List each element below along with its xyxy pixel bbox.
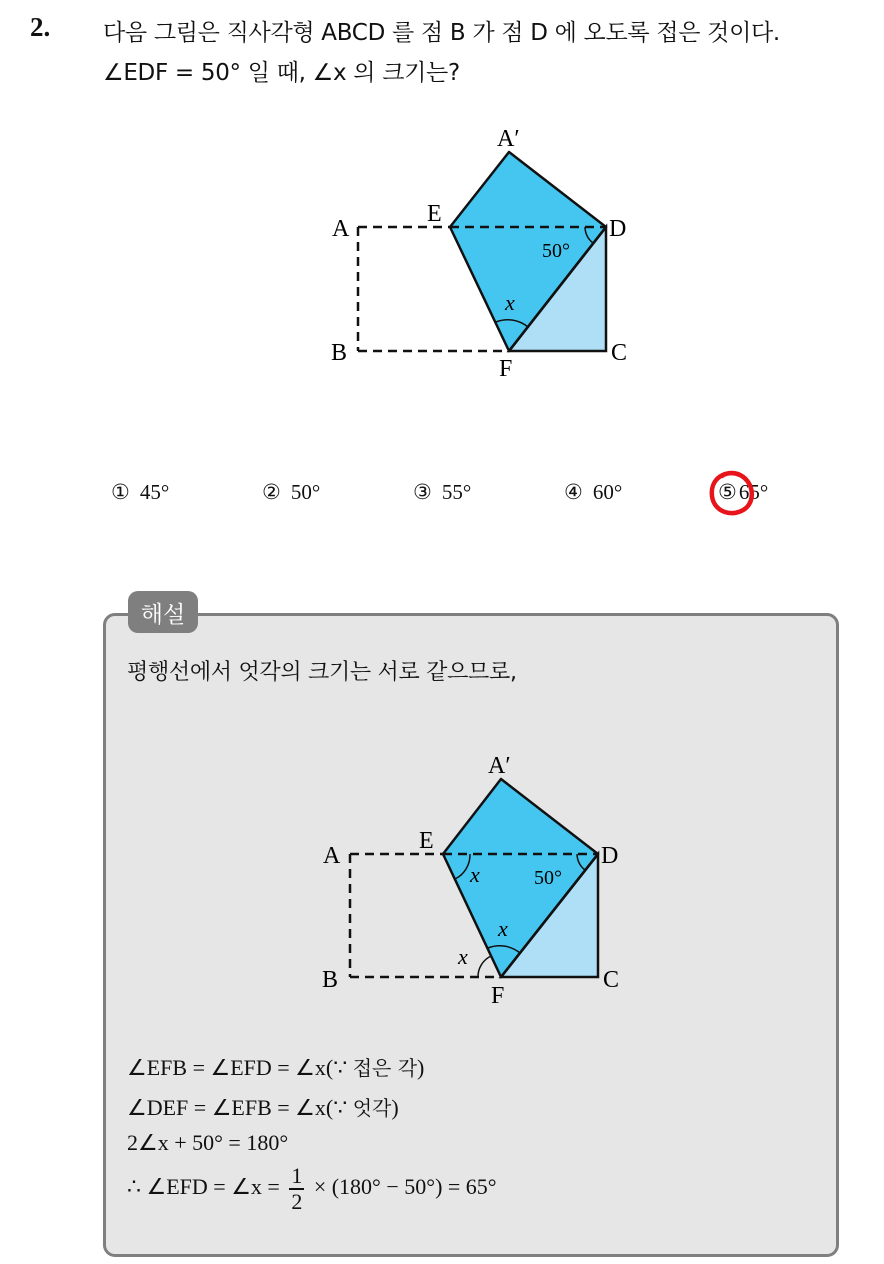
question-condition: ∠EDF = 50° 일 때, ∠x 의 크기는?	[103, 60, 460, 86]
angle-x-arc-b	[478, 956, 491, 977]
question-number: 2.	[30, 12, 51, 42]
angle-x-label-e: x	[470, 862, 480, 887]
choice-2[interactable]	[262, 480, 320, 505]
label-f: F	[491, 983, 505, 1009]
fraction-one-half	[289, 1164, 304, 1214]
fraction-denominator: 2	[291, 1189, 303, 1214]
explanation-tag: 해설	[128, 591, 198, 633]
choice-value: 50°	[290, 480, 321, 504]
equation-2: ∠DEF = ∠EFB = ∠x(∵ 엇각)	[127, 1095, 399, 1120]
choice-number: ④	[564, 480, 583, 504]
choice-number: ③	[413, 480, 432, 504]
choice-1[interactable]	[111, 480, 169, 505]
label-b: B	[322, 967, 339, 993]
fraction-numerator: 1	[291, 1163, 303, 1188]
choice-value: 60°	[592, 480, 623, 504]
choice-number: ⑤	[718, 480, 737, 504]
choice-4[interactable]	[564, 480, 622, 505]
label-aprime: A′	[488, 753, 511, 779]
question-text: 다음 그림은 직사각형 ABCD 를 점 B 가 점 D 에 오도록 접은 것이다.	[103, 20, 780, 46]
equation-4-pre: ∴ ∠EFD = ∠x =	[127, 1174, 286, 1200]
equation-2-math: ∠DEF = ∠EFB = ∠x(∵	[127, 1095, 353, 1120]
equation-4	[127, 1164, 497, 1214]
angle-x-label-b: x	[458, 944, 468, 969]
label-d: D	[609, 216, 627, 242]
label-f: F	[499, 356, 513, 382]
equation-2-reason: 엇각	[352, 1096, 392, 1120]
angle-50-label: 50°	[534, 867, 562, 889]
label-e: E	[419, 828, 434, 854]
label-c: C	[603, 967, 620, 993]
label-d: D	[601, 843, 619, 869]
equation-4-post: × (180° − 50°) = 65°	[308, 1174, 497, 1200]
choice-value: 55°	[441, 480, 472, 504]
label-e: E	[427, 201, 442, 227]
angle-x-label: x	[505, 290, 515, 315]
equation-1: ∠EFB = ∠EFD = ∠x(∵ 접은 각)	[127, 1055, 425, 1080]
angle-x-label-top: x	[498, 916, 508, 941]
label-b: B	[331, 340, 348, 366]
explanation-figure	[315, 745, 640, 1020]
equation-3: 2∠x + 50° = 180°	[127, 1130, 289, 1155]
explanation-intro: 평행선에서 엇각의 크기는 서로 같으므로,	[127, 660, 517, 685]
answer-circle-mark	[704, 466, 760, 524]
equation-1-math: ∠EFB = ∠EFD = ∠x(∵	[127, 1055, 353, 1080]
choice-number: ①	[111, 480, 130, 504]
angle-50-label: 50°	[542, 240, 570, 262]
choice-value: 45°	[139, 480, 170, 504]
label-aprime: A′	[497, 126, 520, 152]
folded-rectangle-figure	[320, 115, 650, 390]
choice-3[interactable]	[413, 480, 471, 505]
equation-1-reason: 접은 각	[352, 1056, 418, 1080]
label-c: C	[611, 340, 628, 366]
label-a: A	[323, 843, 341, 869]
choice-number: ②	[262, 480, 281, 504]
choice-value: 65°	[738, 480, 769, 504]
label-a: A	[332, 216, 350, 242]
